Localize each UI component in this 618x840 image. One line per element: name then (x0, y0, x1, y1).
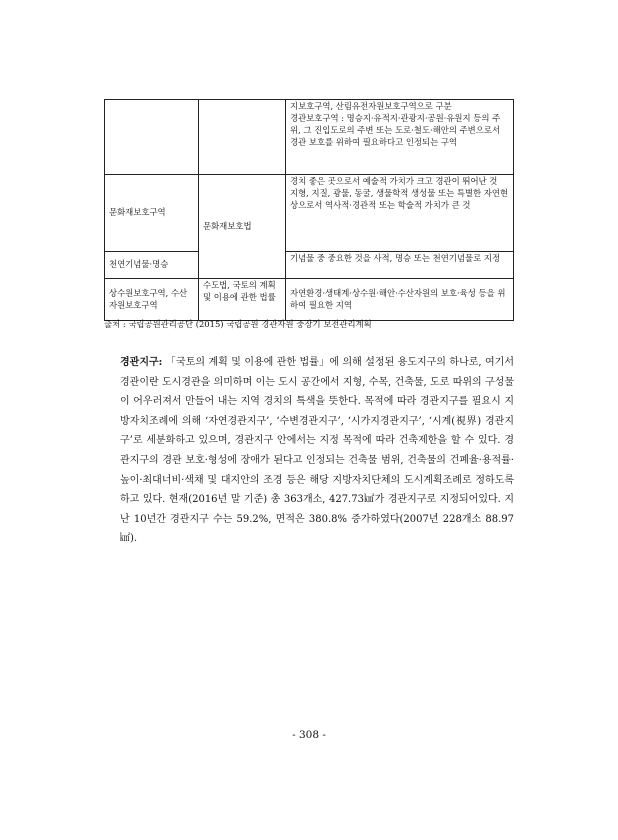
table-cell (105, 100, 199, 175)
cell-text: 자연환경·생태계·상수원·해안·수산자원의 보호·육성 등을 위하여 필요한 지역 (290, 287, 506, 310)
table-row (105, 252, 514, 279)
page-number: - 308 - (292, 729, 326, 741)
law-table (104, 99, 514, 321)
table-cell: 문화재보호법 (199, 175, 286, 279)
table-cell (286, 252, 514, 279)
cell-text: 지형, 지질, 광물, 동굴, 생물학적 생성물 또는 특별한 자연현상으로서 역사적·경관적 또는 학술적 가치가 큰 것 (290, 187, 509, 210)
table-cell (199, 100, 286, 175)
table-cell: 문화재보호구역 (105, 175, 199, 252)
table-cell: 천연기념물·명승 (105, 252, 199, 279)
cell-text: 경관보호구역 : 명승지·유적지·관광지·공원·유원지 등의 주위, 그 진입도로의 주변 또는 도로·철도·해안의 주변으로서 경관 보호를 위하여 필요하다고 인정되는 구역 (290, 112, 501, 147)
term-heading: 경관지구: (120, 357, 163, 368)
table-row (105, 100, 514, 175)
table-cell: 상수원보호구역, 수산자원보호구역 (105, 279, 199, 321)
cell-text: 지보호구역, 산림유전자원보호구역으로 구분 (290, 101, 452, 111)
table-cell (286, 175, 514, 252)
source-note: 출처 : 국립공원관리공단 (2015) 국립공원 경관자원 중장기 보전관리계획 (104, 319, 372, 329)
cell-text: 기념물 중 중요한 것을 사적, 명승 또는 천연기념물로 지정 (290, 253, 501, 263)
table-cell (286, 279, 514, 321)
table-row (105, 279, 514, 321)
table-row (105, 175, 514, 252)
cell-text: 경치 좋은 곳으로서 예술적 가치가 크고 경관이 뛰어난 것 (290, 176, 498, 186)
paragraph-text: 「국토의 계획 및 이용에 관한 법률」에 의해 설정된 용도지구의 하나로, 여기서 경관이란 도시경관을 의미하며 이는 도시 공간에서 지형, 수목, 건축물, 도로 따위의 구성물이 어우러져서 만들어 내는 지역 경치의 특색을 뜻한다. 목적에 따라 경관지구를 필요시 지방자치조례에 의해 ‘자연경관지구’, ‘수변경관지구’, ‘시가지경관지구’, ‘시계(視界) 경관지구’로 세분화하고 있으며, 경관지구 안에서는 지정 목적에 따라 건축제한을 할 수 있다. 경관지구의 경관 보호·형성에 장애가 된다고 인정되는 건축물 범위, 건축물의 건폐율·용적률·높이·최대너비·색채 및 대지안의 조경 등은 해당 지방자치단체의 도시계획조례로 정하도록 하고 있다. 현재(2016년 말 기준) 총 363개소, 427.73㎢가 경관지구로 지정되어있다. 지난 10년간 경관지구 수는 59.2%, 면적은 380.8% 증가하였다(2007년 228개소 88.97㎢). (120, 357, 514, 545)
body-paragraph (120, 353, 514, 549)
table-cell: 수도법, 국토의 계획 및 이용에 관한 법률 (199, 279, 286, 321)
table-cell (286, 100, 514, 175)
